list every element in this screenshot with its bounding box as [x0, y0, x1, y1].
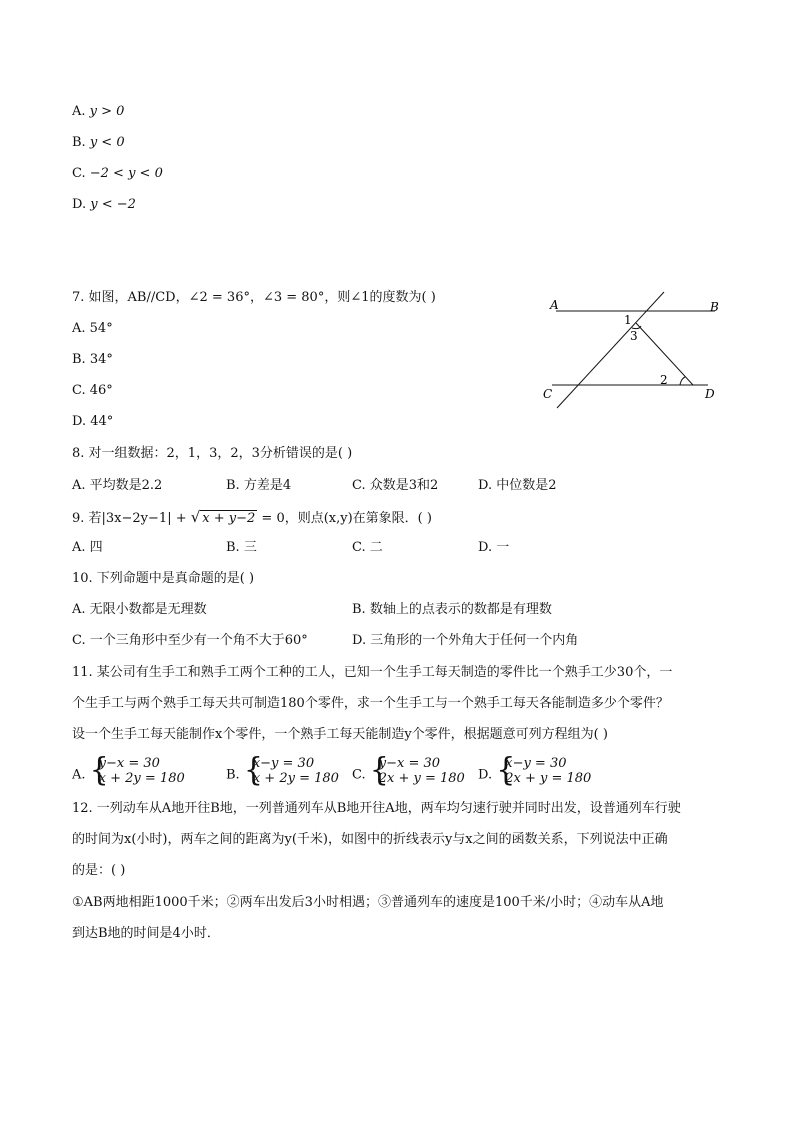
q9-stem: 9. 若|3x−2y−1| + √ x + y−2 = 0，则点(x,y)在第象限．( ): [72, 508, 432, 526]
q6-option-c: C. −2 < y < 0: [72, 166, 163, 181]
q10-option-c: C. 一个三角形中至少有一个角不大于60°: [72, 633, 308, 648]
q7-stem: 7. 如图，AB//CD，∠2 = 36°，∠3 = 80°，则∠1的度数为( ): [72, 290, 436, 305]
q9-option-c: C. 二: [352, 540, 383, 555]
q12-line-4: ①AB两地相距1000千米；②两车出发后3小时相遇；③普通列车的速度是100千米/小时；④动车从A地: [72, 895, 664, 910]
q10-option-d: D. 三角形的一个外角大于任何一个内角: [352, 633, 579, 648]
q9-option-b: B. 三: [226, 540, 257, 555]
label-angle-1: 1: [624, 313, 632, 327]
q11-option-a: A. { y−x = 30 x + 2y = 180: [72, 756, 185, 794]
q12-line-1: 12. 一列动车从A地开往B地，一列普通列车从B地开往A地，两车均匀速行驶并同时出发，设普通列车行驶: [72, 801, 681, 816]
label-c: C: [543, 387, 553, 401]
q11-option-b: B. { x−y = 30 x + 2y = 180: [226, 756, 339, 794]
q7-option-d: D. 44°: [72, 414, 114, 429]
label-d: D: [705, 387, 715, 401]
q11-line-1: 11. 某公司有生手工和熟手工两个工种的工人，已知一个生手工每天制造的零件比一个熟手工少30个，一: [72, 665, 673, 680]
angle-2-arc: [680, 377, 685, 385]
q7-option-a: A. 54°: [72, 321, 113, 336]
q12-line-3: 的是：( ): [72, 863, 126, 878]
q11-line-3: 设一个生手工每天能制作x个零件，一个熟手工每天能制造y个零件，根据题意可列方程组为( ): [72, 727, 608, 742]
q11-option-d: D. { x−y = 30 2x + y = 180: [478, 756, 591, 794]
equation-system: { x−y = 30 2x + y = 180: [496, 752, 592, 789]
q11-line-2: 个生手工与两个熟手工每天共可制造180个零件，求一个生手工与一个熟手工每天各能制造多少个零件？: [72, 696, 669, 711]
q9-option-a: A. 四: [72, 540, 103, 555]
q6-option-a: A. y > 0: [72, 104, 125, 119]
q8-option-b: B. 方差是4: [226, 478, 292, 493]
label-b: B: [710, 300, 719, 314]
label-angle-3: 3: [630, 329, 638, 343]
q7-option-c: C. 46°: [72, 383, 113, 398]
label-angle-2: 2: [660, 373, 668, 387]
sqrt-icon: √: [190, 508, 201, 526]
q10-option-a: A. 无限小数都是无理数: [72, 602, 207, 617]
equation-system: { x−y = 30 x + 2y = 180: [243, 752, 339, 789]
parallel-lines-figure: [540, 288, 730, 413]
equation-system: { y−x = 30 x + 2y = 180: [89, 752, 185, 789]
q12-line-5: 到达B地的时间是4小时．: [72, 926, 220, 941]
transversal-line: [557, 292, 664, 408]
q8-option-c: C. 众数是3和2: [352, 478, 439, 493]
label-a: A: [550, 298, 559, 312]
equation-system: { y−x = 30 2x + y = 180: [369, 752, 465, 789]
q8-option-a: A. 平均数是2.2: [72, 478, 163, 493]
q6-option-d: D. y < −2: [72, 197, 136, 212]
q10-option-b: B. 数轴上的点表示的数都是有理数: [352, 602, 552, 617]
q6-option-b: B. y < 0: [72, 135, 125, 150]
q8-option-d: D. 中位数是2: [478, 478, 557, 493]
q7-option-b: B. 34°: [72, 352, 113, 367]
q8-stem: 8. 对一组数据：2，1，3，2，3分析错误的是( ): [72, 446, 353, 461]
q9-option-d: D. 一: [478, 540, 510, 555]
q12-line-2: 的时间为x(小时)，两车之间的距离为y(千米)，如图中的折线表示y与x之间的函数关系，下列说法中正确: [72, 832, 668, 847]
q10-stem: 10. 下列命题中是真命题的是( ): [72, 571, 255, 586]
q11-option-c: C. { y−x = 30 2x + y = 180: [352, 756, 465, 794]
